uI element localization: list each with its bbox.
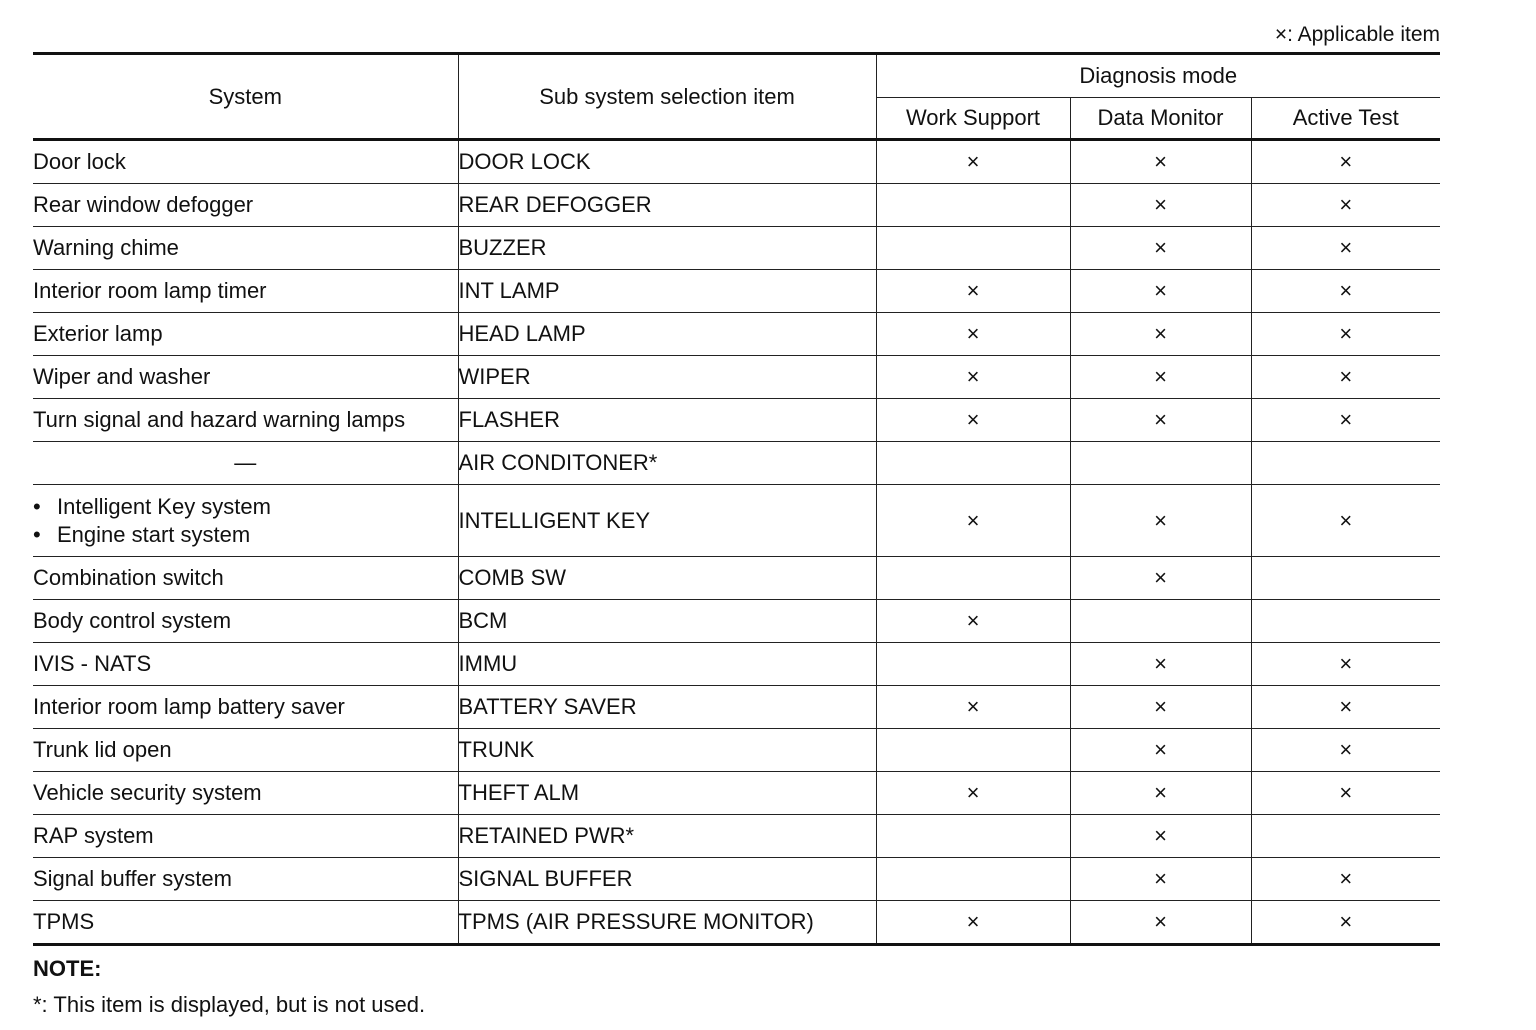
table-row [33,643,1440,686]
active-test-mark: × [1251,858,1440,901]
active-test-mark: × [1251,772,1440,815]
header-active-test: Active Test [1251,98,1440,140]
active-test-mark [1251,815,1440,858]
data-monitor-mark: × [1070,313,1251,356]
subsystem-cell: TPMS (AIR PRESSURE MONITOR) [458,901,876,945]
data-monitor-mark: × [1070,356,1251,399]
work-support-mark: × [876,313,1070,356]
subsystem-cell: COMB SW [458,557,876,600]
data-monitor-mark: × [1070,399,1251,442]
system-cell: Interior room lamp battery saver [33,686,458,729]
work-support-mark [876,643,1070,686]
data-monitor-mark: × [1070,270,1251,313]
active-test-mark: × [1251,485,1440,557]
active-test-mark [1251,557,1440,600]
data-monitor-mark: × [1070,686,1251,729]
subsystem-cell: HEAD LAMP [458,313,876,356]
work-support-mark: × [876,485,1070,557]
table-row [33,901,1440,945]
system-cell: — [33,442,458,485]
active-test-mark: × [1251,356,1440,399]
table-row [33,729,1440,772]
system-cell: TPMS [33,901,458,945]
system-cell: Warning chime [33,227,458,270]
table-row [33,442,1440,485]
data-monitor-mark: × [1070,227,1251,270]
system-cell: Trunk lid open [33,729,458,772]
table-row [33,858,1440,901]
active-test-mark: × [1251,184,1440,227]
data-monitor-mark: × [1070,729,1251,772]
work-support-mark: × [876,399,1070,442]
header-diagnosis-mode: Diagnosis mode [876,54,1440,98]
table-row [33,313,1440,356]
data-monitor-mark: × [1070,557,1251,600]
active-test-mark: × [1251,901,1440,945]
table-row [33,270,1440,313]
data-monitor-mark: × [1070,643,1251,686]
work-support-mark: × [876,772,1070,815]
system-cell: Rear window defogger [33,184,458,227]
subsystem-cell: DOOR LOCK [458,140,876,184]
header-data-monitor: Data Monitor [1070,98,1251,140]
active-test-mark: × [1251,140,1440,184]
subsystem-cell: IMMU [458,643,876,686]
table-row [33,399,1440,442]
work-support-mark [876,557,1070,600]
active-test-mark: × [1251,270,1440,313]
subsystem-cell: TRUNK [458,729,876,772]
system-cell: Turn signal and hazard warning lamps [33,399,458,442]
active-test-mark: × [1251,729,1440,772]
legend-text: ×: Applicable item [1274,23,1440,46]
table-row [33,485,1440,557]
data-monitor-mark: × [1070,901,1251,945]
subsystem-cell: RETAINED PWR* [458,815,876,858]
table-row [33,600,1440,643]
work-support-mark: × [876,600,1070,643]
work-support-mark: × [876,686,1070,729]
note-title: NOTE: [33,956,102,981]
work-support-mark: × [876,901,1070,945]
active-test-mark: × [1251,686,1440,729]
table-row [33,356,1440,399]
subsystem-cell: THEFT ALM [458,772,876,815]
system-cell: Vehicle security system [33,772,458,815]
subsystem-cell: BATTERY SAVER [458,686,876,729]
work-support-mark [876,184,1070,227]
system-cell: Combination switch [33,557,458,600]
subsystem-cell: BUZZER [458,227,876,270]
header-subsystem: Sub system selection item [458,54,876,140]
table-row [33,140,1440,184]
data-monitor-mark: × [1070,772,1251,815]
system-cell: Signal buffer system [33,858,458,901]
work-support-mark [876,815,1070,858]
system-bullet-item: • Intelligent Key system [33,493,458,521]
subsystem-cell: INTELLIGENT KEY [458,485,876,557]
work-support-mark [876,858,1070,901]
system-cell: Interior room lamp timer [33,270,458,313]
subsystem-cell: REAR DEFOGGER [458,184,876,227]
system-cell: Exterior lamp [33,313,458,356]
work-support-mark [876,442,1070,485]
active-test-mark: × [1251,643,1440,686]
system-bullet-list [33,493,458,549]
data-monitor-mark: × [1070,485,1251,557]
system-cell: Body control system [33,600,458,643]
system-cell: RAP system [33,815,458,858]
subsystem-cell: AIR CONDITONER* [458,442,876,485]
data-monitor-mark: × [1070,184,1251,227]
table-row [33,686,1440,729]
subsystem-cell: SIGNAL BUFFER [458,858,876,901]
subsystem-cell: INT LAMP [458,270,876,313]
data-monitor-mark: × [1070,858,1251,901]
work-support-mark [876,729,1070,772]
subsystem-cell: FLASHER [458,399,876,442]
system-cell: IVIS - NATS [33,643,458,686]
data-monitor-mark: × [1070,140,1251,184]
work-support-mark: × [876,270,1070,313]
data-monitor-mark [1070,600,1251,643]
active-test-mark: × [1251,227,1440,270]
active-test-mark: × [1251,313,1440,356]
table-row [33,772,1440,815]
system-cell: Door lock [33,140,458,184]
table-row [33,815,1440,858]
diagnosis-table [33,52,1440,946]
system-cell [33,485,458,557]
active-test-mark [1251,600,1440,643]
work-support-mark: × [876,140,1070,184]
header-system: System [33,54,458,140]
work-support-mark: × [876,356,1070,399]
subsystem-cell: BCM [458,600,876,643]
note-text: *: This item is displayed, but is not used. [33,992,426,1017]
active-test-mark [1251,442,1440,485]
table-row [33,557,1440,600]
system-bullet-item: • Engine start system [33,521,458,549]
system-cell: Wiper and washer [33,356,458,399]
work-support-mark [876,227,1070,270]
data-monitor-mark [1070,442,1251,485]
table-row [33,227,1440,270]
active-test-mark: × [1251,399,1440,442]
table-row [33,184,1440,227]
header-work-support: Work Support [876,98,1070,140]
subsystem-cell: WIPER [458,356,876,399]
data-monitor-mark: × [1070,815,1251,858]
